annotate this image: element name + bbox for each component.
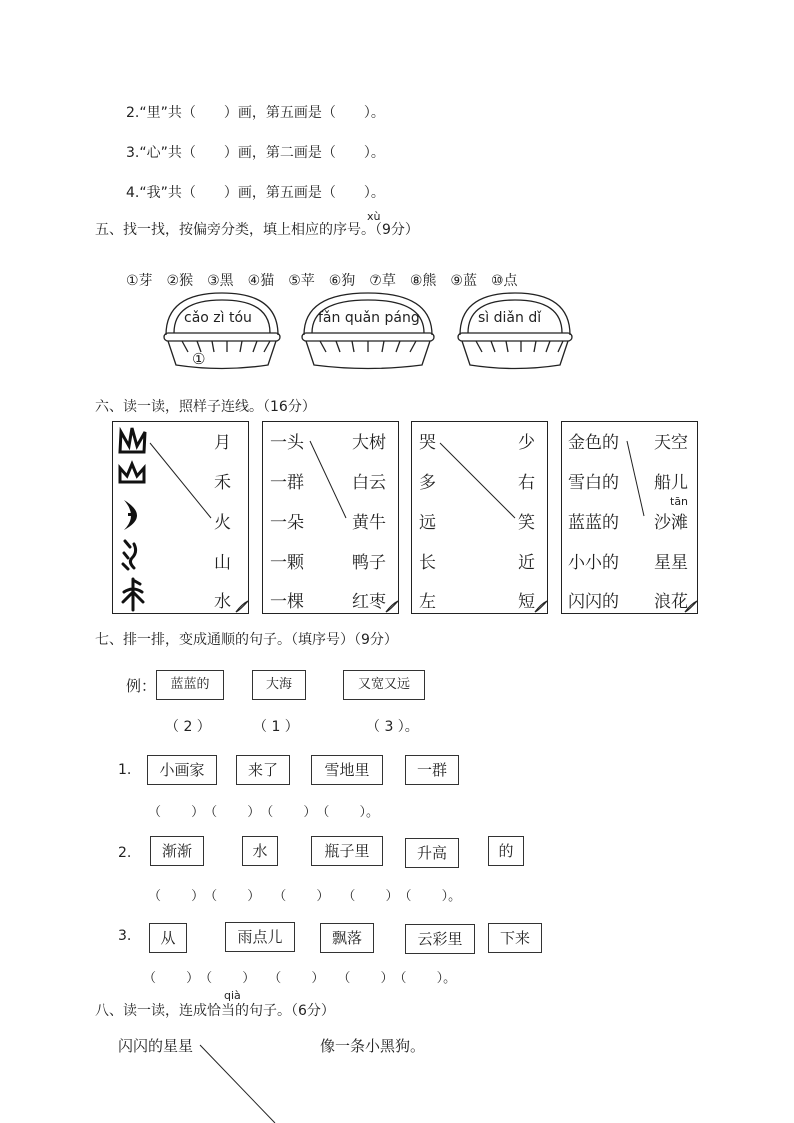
q3-word-box: 云彩里 [405,924,475,954]
example-label: 例： [126,677,157,695]
section7-title: 七、排一排，变成通顺的句子。（填序号）（9分） [95,632,398,648]
section6-title: 六、读一读，照样子连线。（16分） [95,399,316,415]
panel2-right-word: 红枣 [352,592,386,612]
section5-char-list: ①芽 ②猴 ③黑 ④猫 ⑤苹 ⑥狗 ⑦草 ⑧熊 ⑨蓝 ⑩点 [126,273,518,289]
panel4-left-word: 金色的 [568,433,619,453]
panel3-left-word: 多 [419,473,436,493]
panel3-right-word: 近 [518,553,535,573]
q3-word-box: 下来 [488,923,542,953]
tan-pinyin: tān [670,495,689,508]
example-word-box: 蓝蓝的 [156,670,224,700]
panel4-right-word: 星星 [654,553,688,573]
q1-word-box: 来了 [236,755,290,785]
panel3-right-word: 笑 [518,513,535,533]
panel4-right-word: 天空 [654,433,688,453]
q1-word-box: 雪地里 [311,755,383,785]
panel1-word: 禾 [214,473,231,493]
panel4-right-word: 船儿 [654,473,688,493]
q1-answer-blanks[interactable]: （ ） （ ） （ ） （ ）。 [148,805,380,820]
xu-pinyin: xù [367,210,381,223]
panel2-left-word: 一群 [270,473,304,493]
panel4-left-word: 雪白的 [568,473,619,493]
panel1-word: 水 [214,592,231,612]
panel2-left-word: 一棵 [270,592,304,612]
q1-word-box: 一群 [405,755,459,785]
panel2-left-word: 一朵 [270,513,304,533]
panel4-left-word: 闪闪的 [568,592,619,612]
panel3-right-word: 短 [518,592,535,612]
panel3-right-word: 少 [518,433,535,453]
section8-title: 八、读一读，连成恰当的句子。（6分） [95,1003,335,1019]
q3-word-box: 雨点儿 [225,922,295,952]
section5-title: 五、找一找，按偏旁分类，填上相应的序号。（9分） [95,222,419,238]
basket-label-fanquanpang: fǎn quǎn páng [318,310,420,326]
panel3-left-word: 哭 [419,433,436,453]
example-answer: （ 2 ） [165,719,211,735]
panel4-left-word: 蓝蓝的 [568,513,619,533]
section4-item-3: 3.“心”共（ ）画，第二画是（ ）。 [126,145,385,161]
q3-word-box: 从 [149,923,187,953]
qia-pinyin: qià [224,989,241,1002]
example-answer: （ 1 ） [253,719,299,735]
panel4-right-word: 沙滩 [654,513,688,533]
panel1-word: 火 [214,513,231,533]
panel2-right-word: 鸭子 [352,553,386,573]
panel2-right-word: 白云 [352,473,386,493]
panel1-word: 山 [214,553,231,573]
section8-connect-line [200,1045,275,1123]
section4-item-2: 2.“里”共（ ）画，第五画是（ ）。 [126,105,385,121]
q2-answer-blanks[interactable]: （ ） （ ） （ ） （ ） （ ）。 [148,889,462,904]
basket-label-sidiandi: sì diǎn dǐ [478,310,542,326]
q3-word-box: 飘落 [320,923,374,953]
basket1-answer: ① [192,350,206,368]
panel4-right-word: 浪花 [654,592,688,612]
panel3-right-word: 右 [518,473,535,493]
section8-left-phrase: 闪闪的星星 [118,1037,194,1055]
panel2-left-word: 一头 [270,433,304,453]
panel3-left-word: 左 [419,592,436,612]
example-word-box: 大海 [252,670,306,700]
q1-word-box: 小画家 [147,755,217,785]
panel2-left-word: 一颗 [270,553,304,573]
panel2-right-word: 黄牛 [352,513,386,533]
section4-item-4: 4.“我”共（ ）画，第五画是（ ）。 [126,185,385,201]
panel3-left-word: 远 [419,513,436,533]
q2-word-box: 的 [488,836,524,866]
panel4-left-word: 小小的 [568,553,619,573]
panel3-left-word: 长 [419,553,436,573]
panel1-word: 月 [214,433,231,453]
q2-word-box: 水 [242,836,278,866]
example-word-box: 又宽又远 [343,670,425,700]
q2-word-box: 升高 [405,838,459,868]
q2-number: 2. [118,845,132,861]
panel2-right-word: 大树 [352,433,386,453]
section8-right-phrase: 像一条小黑狗。 [320,1037,426,1055]
q3-answer-blanks[interactable]: （ ） （ ） （ ） （ ） （ ）。 [143,971,457,986]
basket-label-caozitou: cǎo zì tóu [184,310,252,326]
example-answer: （ 3 ）。 [366,719,419,735]
q1-number: 1. [118,762,132,778]
q2-word-box: 瓶子里 [311,836,383,866]
q3-number: 3. [118,928,132,944]
q2-word-box: 渐渐 [150,836,204,866]
